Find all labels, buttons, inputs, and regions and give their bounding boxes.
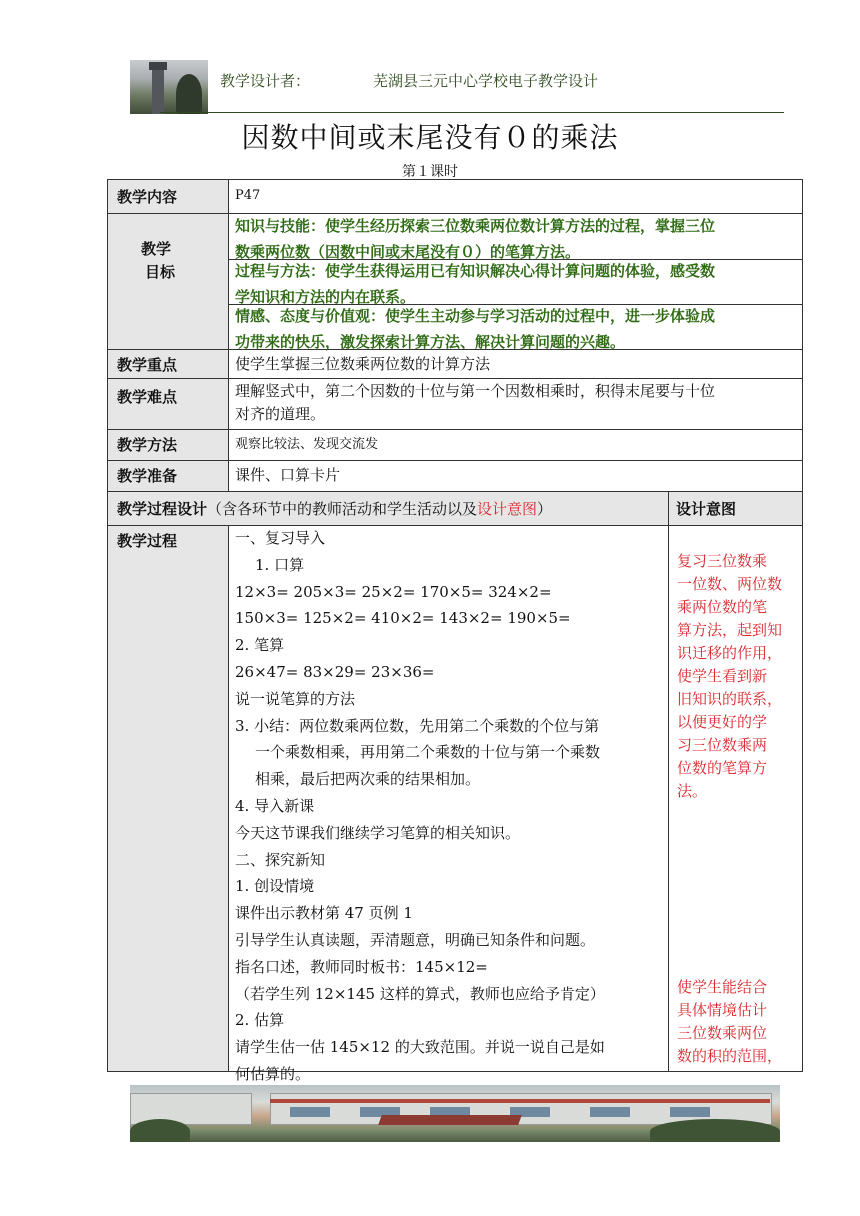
process-line: 一个乘数相乘，再用第二个乘数的十位与第一个乘数 <box>255 743 601 762</box>
process-line: 二、探究新知 <box>235 850 326 869</box>
design-intent-2: 使学生能结合 具体情境估计 三位数乘两位 数的积的范围， <box>677 978 783 1065</box>
lesson-plan-table <box>107 179 803 1083</box>
school-name: 芜湖县三元中心学校电子教学设计 <box>373 72 599 90</box>
process-line: 2. 估算 <box>235 1011 285 1030</box>
content-value: P47 <box>235 188 261 203</box>
difficulty-label: 教学难点 <box>117 388 178 406</box>
goal-knowledge: 知识与技能：使学生经历探索三位数乘两位数计算方法的过程，掌握三位 数乘两位数（因数中间或末尾没有０）的笔算方法。 <box>235 217 716 261</box>
process-line: 何估算的。 <box>235 1064 311 1083</box>
key-label: 教学重点 <box>117 356 178 374</box>
prep-value: 课件、口算卡片 <box>235 466 341 484</box>
process-line: 1. 创设情境 <box>235 877 315 896</box>
designer-label: 教学设计者： <box>220 72 311 90</box>
process-label: 教学过程 <box>117 532 178 550</box>
process-line: 一、复习导入 <box>235 529 326 547</box>
goal-emotion: 情感、态度与价值观：使学生主动参与学习活动的过程中，进一步体验成 功带来的快乐，激发探索计算方法、解决计算问题的兴趣。 <box>235 307 716 351</box>
process-line: 课件出示教材第 47 页例 1 <box>235 904 413 923</box>
key-value: 使学生掌握三位数乘两位数的计算方法 <box>235 355 491 373</box>
goals-label-2: 目标 <box>145 263 176 281</box>
process-header-label: 教学过程设计（含各环节中的教师活动和学生活动以及设计意图） <box>117 500 553 518</box>
header-rule <box>160 112 784 113</box>
process-line: 请学生估一估 145×12 的大致范围。并说一说自己是如 <box>235 1038 605 1057</box>
process-line: 说一说笔算的方法 <box>235 689 356 708</box>
header-school-photo <box>130 60 208 114</box>
process-line: （若学生列 12×145 这样的算式，教师也应给予肯定） <box>235 984 605 1003</box>
process-line: 今天这节课我们继续学习笔算的相关知识。 <box>235 823 521 842</box>
process-line: 4. 导入新课 <box>235 796 315 815</box>
process-line: 1. 口算 <box>255 555 305 574</box>
goal-process: 过程与方法：使学生获得运用已有知识解决心得计算问题的体验，感受数 学知识和方法的内在联系。 <box>235 262 716 306</box>
page-title: 因数中间或末尾没有０的乘法 <box>241 121 619 154</box>
intent-header-label: 设计意图 <box>676 500 737 518</box>
process-line: 2. 笔算 <box>235 636 285 655</box>
lesson-number: 第１课时 <box>402 164 458 180</box>
process-line: 指名口述，教师同时板书：145×12= <box>235 957 488 976</box>
process-line: 26×47= 83×29= 23×36= <box>235 662 435 681</box>
process-line: 引导学生认真读题，弄清题意，明确已知条件和问题。 <box>235 930 596 949</box>
process-line: 150×3= 125×2= 410×2= 143×2= 190×5= <box>235 609 571 628</box>
footer-school-photo <box>130 1085 780 1142</box>
difficulty-value: 理解竖式中，第二个因数的十位与第一个因数相乘时，积得末尾要与十位 对齐的道理。 <box>235 382 716 423</box>
design-intent-1: 复习三位数乘 一位数、两位数 乘两位数的笔 算方法，起到知 识迁移的作用， 使学生看到新 旧知识的联系， 以便更好的学 习三位数乘两 位数的笔算方 法。 <box>677 552 783 800</box>
method-value: 观察比较法、发现交流发 <box>235 437 379 452</box>
content-label: 教学内容 <box>117 188 178 206</box>
process-line: 3. 小结：两位数乘两位数，先用第二个乘数的个位与第 <box>235 716 600 735</box>
goals-label-1: 教学 <box>141 240 172 258</box>
process-body <box>235 525 605 1088</box>
method-label: 教学方法 <box>117 436 178 454</box>
process-line: 12×3= 205×3= 25×2= 170×5= 324×2= <box>235 582 552 601</box>
process-line: 相乘，最后把两次乘的结果相加。 <box>255 770 481 789</box>
prep-label: 教学准备 <box>117 467 178 485</box>
